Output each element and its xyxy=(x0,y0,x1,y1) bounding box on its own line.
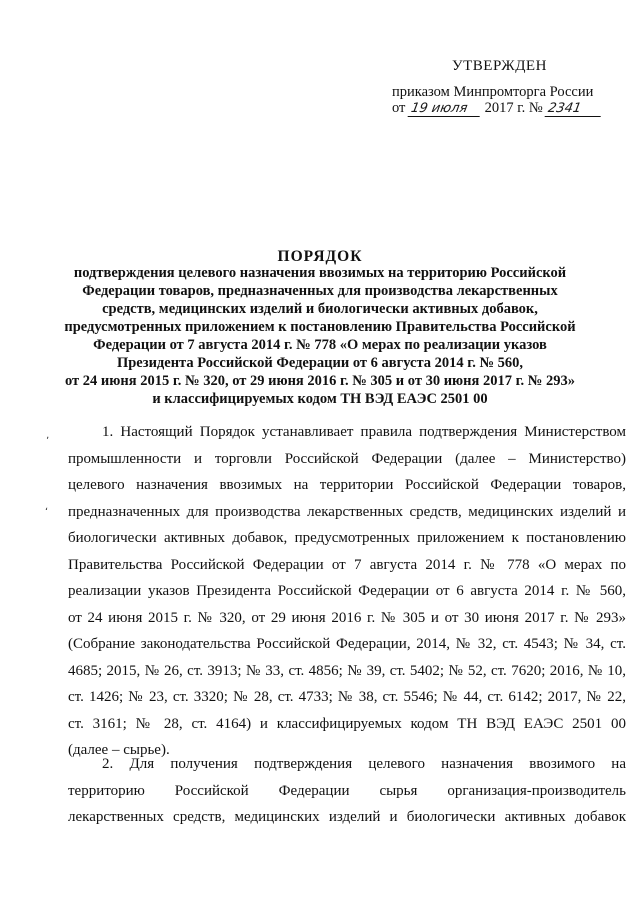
paragraph-line: предназначенных для производства лекарственных средств, медицинских изделий и xyxy=(68,503,626,520)
paragraph-line: целевого назначения ввозимых на территории Российской Федерации товаров, xyxy=(68,477,626,493)
paragraph-1 xyxy=(68,419,626,764)
margin-mark: ʼ xyxy=(46,436,50,447)
handwritten-date: 19 июля xyxy=(408,101,483,117)
paragraph-line: лекарственных средств, медицинских изделий и биологически активных добавок xyxy=(68,809,626,825)
paragraph-line: 1. Настоящий Порядок устанавливает правила подтверждения Министерством xyxy=(102,424,626,440)
subtitle-line: предусмотренных приложением к постановлению Правительства Российской xyxy=(64,319,576,335)
document-subtitle xyxy=(60,264,580,408)
subtitle-line: Федерации товаров, предназначенных для производства лекарственных xyxy=(82,283,558,299)
paragraph-2 xyxy=(68,751,626,831)
paragraph-line: ст. 3161; № 28, ст. 4164) и классифицируемых кодом ТН ВЭД ЕАЭС 2501 00 xyxy=(68,715,626,732)
paragraph-line: ст. 1426; № 23, ст. 3320; № 28, ст. 4733; № 38, ст. 5546; № 44, ст. 6142; 2017, № 22, xyxy=(68,689,626,705)
paragraph-line: (Собрание законодательства Российской Федерации, 2014, № 32, ст. 4543; № 34, ст. xyxy=(68,636,626,652)
subtitle-line: Президента Российской Федерации от 6 августа 2014 г. № 560, xyxy=(116,355,524,371)
paragraph-line: 2. Для получения подтверждения целевого назначения ввозимого на xyxy=(102,756,626,772)
order-date-number xyxy=(392,100,602,117)
date-prefix: от xyxy=(392,100,406,116)
document-title: ПОРЯДОК xyxy=(277,248,363,265)
paragraph-line: территорию Российской Федерации сырья организация-производитель xyxy=(68,782,626,799)
paragraph-line: биологически активных добавок, предусмотренных приложением к постановлению xyxy=(68,530,626,546)
paragraph-line: 4685; 2015, № 26, ст. 3913; № 33, ст. 4856; № 39, ст. 5402; № 52, ст. 7620; 2016, № 10, xyxy=(68,662,626,679)
year-text: 2017 г. № xyxy=(484,100,543,116)
paragraph-line: от 24 июня 2015 г. № 320, от 29 июня 2016 г. № 305 и от 30 июня 2017 г. № 293» xyxy=(68,609,626,626)
paragraph-line: Правительства Российской Федерации от 7 августа 2014 г. № 778 «О мерах по xyxy=(68,556,626,573)
subtitle-line: подтверждения целевого назначения ввозимых на территорию Российской xyxy=(73,265,567,281)
approved-label: УТВЕРЖДЕН xyxy=(452,58,547,74)
subtitle-line: Федерации от 7 августа 2014 г. № 778 «О мерах по реализации указов xyxy=(93,337,547,353)
paragraph-line: промышленности и торговли Российской Федерации (далее – Министерство) xyxy=(68,450,626,467)
paragraph-line: реализации указов Президента Российской Федерации от 6 августа 2014 г. № 560, xyxy=(68,583,626,599)
handwritten-order-number: 2341 xyxy=(545,101,604,117)
subtitle-line: и классифицируемых кодом ТН ВЭД ЕАЭС 2501 00 xyxy=(152,391,488,407)
order-reference: приказом Минпромторга России xyxy=(392,84,594,100)
subtitle-line: средств, медицинских изделий и биологически активных добавок, xyxy=(102,301,538,317)
margin-mark: ʻ xyxy=(45,507,49,518)
paragraph-line: (далее – сырье). xyxy=(68,742,170,758)
subtitle-line: от 24 июня 2015 г. № 320, от 29 июня 2016 г. № 305 и от 30 июня 2017 г. № 293» xyxy=(65,373,575,389)
